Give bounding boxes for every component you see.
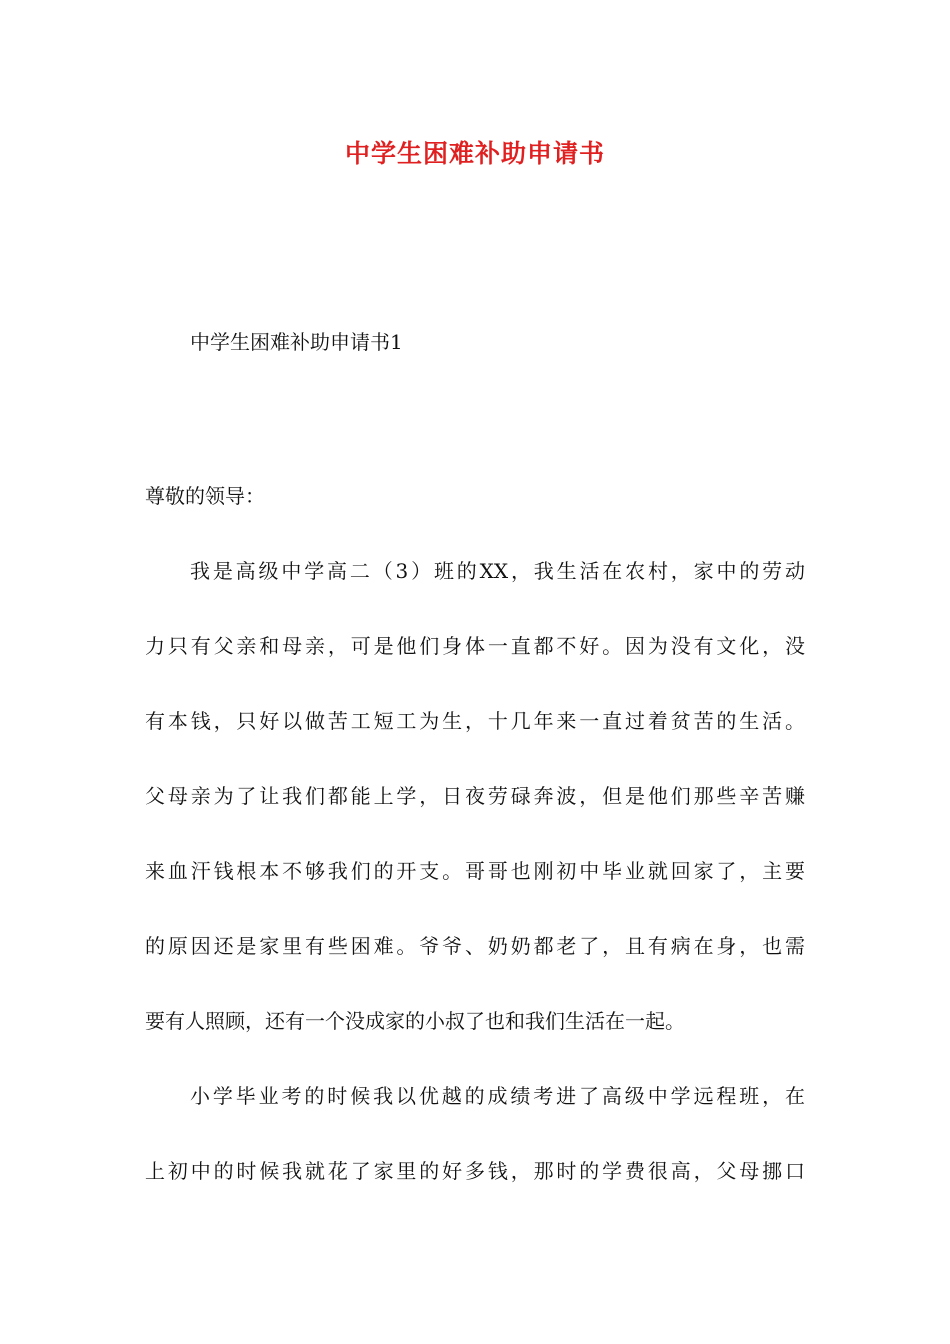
paragraph-1-line-3: 有本钱，只好以做苦工短工为生，十几年来一直过着贫苦的生活。 [145, 709, 805, 733]
document-title: 中学生困难补助申请书 [344, 139, 605, 168]
paragraph-1-line-2: 力只有父亲和母亲，可是他们身体一直都不好。因为没有文化，没 [145, 634, 805, 658]
paragraph-2-line-2: 上初中的时候我就花了家里的好多钱，那时的学费很高，父母挪口 [145, 1159, 805, 1183]
paragraph-1-line-6: 的原因还是家里有些困难。爷爷、奶奶都老了，且有病在身，也需 [145, 934, 805, 958]
paragraph-1-line-7: 要有人照顾，还有一个没成家的小叔了也和我们生活在一起。 [145, 1009, 685, 1033]
paragraph-2-line-1: 小学毕业考的时候我以优越的成绩考进了高级中学远程班，在 [190, 1084, 805, 1108]
paragraph-1-line-5: 来血汗钱根本不够我们的开支。哥哥也刚初中毕业就回家了，主要 [145, 859, 805, 883]
section-heading: 中学生困难补助申请书1 [190, 330, 403, 354]
salutation: 尊敬的领导： [145, 484, 265, 508]
paragraph-1-line-4: 父母亲为了让我们都能上学，日夜劳碌奔波，但是他们那些辛苦赚 [145, 784, 805, 808]
paragraph-1-line-1: 我是高级中学高二（3）班的XX，我生活在农村，家中的劳动 [190, 559, 805, 583]
